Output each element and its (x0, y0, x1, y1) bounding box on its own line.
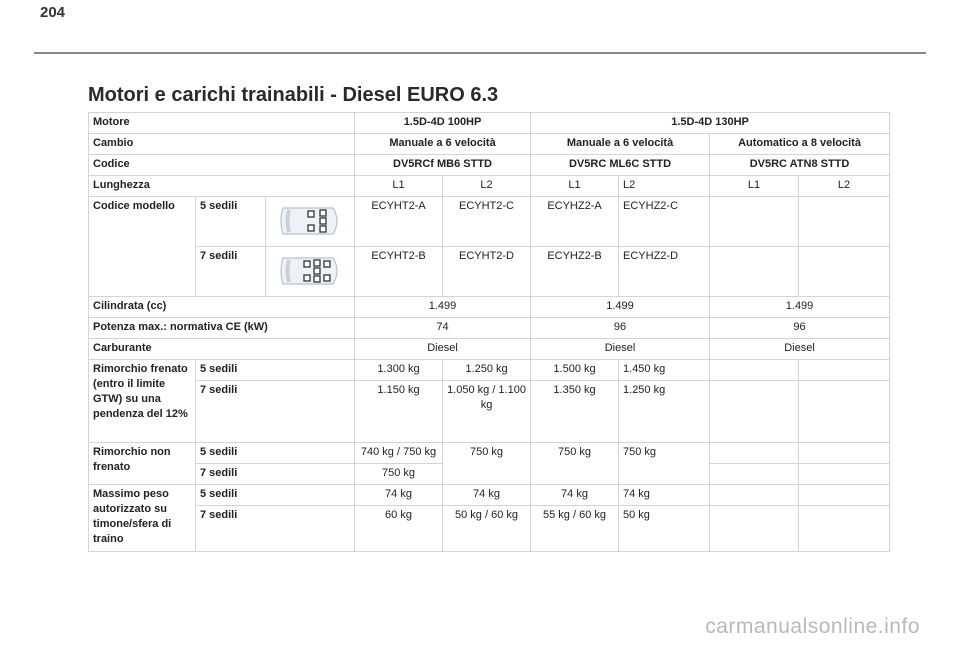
table-cell: 1.250 kg (619, 381, 710, 443)
spec-table (88, 112, 890, 552)
row-codice-modello-5 (89, 197, 890, 247)
table-cell (799, 443, 890, 464)
table-cell (799, 506, 890, 552)
page-number: 204 (40, 4, 66, 21)
car-5-seats-icon (275, 200, 345, 242)
seats-label: 5 sedili (196, 197, 266, 247)
table-cell: 50 kg (619, 506, 710, 552)
table-cell: 1.500 kg (531, 360, 619, 381)
table-cell: 1.250 kg (443, 360, 531, 381)
table-cell (710, 485, 799, 506)
table-cell (710, 381, 799, 443)
seats-label: 5 sedili (196, 485, 355, 506)
table-cell (710, 506, 799, 552)
table-cell: L1 (355, 176, 443, 197)
table-cell: 74 (355, 318, 531, 339)
engine-1: 1.5D-4D 100HP (355, 113, 531, 134)
table-cell: 1.050 kg / 1.100 kg (443, 381, 531, 443)
table-cell: Diesel (355, 339, 531, 360)
table-cell: 1.300 kg (355, 360, 443, 381)
row-label: Rimorchio non frenato (89, 443, 196, 485)
table-cell: Automatico a 8 velocità (710, 134, 890, 155)
row-label: Potenza max.: normativa CE (kW) (89, 318, 355, 339)
row-label: Cilindrata (cc) (89, 297, 355, 318)
row-rimorchio-frenato-5 (89, 360, 890, 381)
row-rimorchio-frenato-7 (89, 381, 890, 443)
row-motore (89, 113, 890, 134)
table-cell: Diesel (531, 339, 710, 360)
table-cell (710, 360, 799, 381)
table-cell: 740 kg / 750 kg (355, 443, 443, 464)
car-icon-cell (266, 247, 355, 297)
table-cell: L1 (710, 176, 799, 197)
seats-label: 7 sedili (196, 506, 355, 552)
row-label: Motore (89, 113, 355, 134)
row-label: Codice modello (89, 197, 196, 297)
table-cell: 50 kg / 60 kg (443, 506, 531, 552)
table-cell (710, 464, 799, 485)
table-cell: ECYHZ2-D (619, 247, 710, 297)
table-cell (799, 360, 890, 381)
table-cell (799, 381, 890, 443)
row-cambio (89, 134, 890, 155)
top-rule (34, 52, 926, 54)
table-cell: 1.499 (710, 297, 890, 318)
table-cell: ECYHT2-A (355, 197, 443, 247)
table-cell: 60 kg (355, 506, 443, 552)
table-cell: 96 (531, 318, 710, 339)
table-cell: 1.499 (355, 297, 531, 318)
table-cell: 96 (710, 318, 890, 339)
table-cell (799, 485, 890, 506)
table-cell: DV5RCf MB6 STTD (355, 155, 531, 176)
table-cell: 750 kg (355, 464, 443, 485)
car-7-seats-icon (275, 250, 345, 292)
table-cell: ECYHT2-B (355, 247, 443, 297)
engine-2: 1.5D-4D 130HP (531, 113, 890, 134)
row-massimo-peso-7 (89, 506, 890, 552)
seats-label: 5 sedili (196, 443, 355, 464)
table-cell: 750 kg (531, 443, 619, 485)
table-cell: Diesel (710, 339, 890, 360)
table-cell: L2 (443, 176, 531, 197)
row-codice (89, 155, 890, 176)
table-cell: 74 kg (619, 485, 710, 506)
row-massimo-peso-5 (89, 485, 890, 506)
table-cell: ECYHZ2-B (531, 247, 619, 297)
row-potenza (89, 318, 890, 339)
table-cell: 55 kg / 60 kg (531, 506, 619, 552)
table-cell: 750 kg (619, 443, 710, 485)
table-cell: DV5RC ATN8 STTD (710, 155, 890, 176)
table-cell: L2 (799, 176, 890, 197)
row-rimorchio-non-frenato-5 (89, 443, 890, 464)
row-label: Codice (89, 155, 355, 176)
row-carburante (89, 339, 890, 360)
table-cell: 1.150 kg (355, 381, 443, 443)
table-cell: 1.450 kg (619, 360, 710, 381)
watermark: carmanualsonline.info (705, 615, 920, 638)
table-cell (710, 247, 799, 297)
seats-label: 7 sedili (196, 381, 355, 443)
table-cell: 750 kg (443, 443, 531, 485)
table-cell (799, 464, 890, 485)
page-title: Motori e carichi trainabili - Diesel EURO 6.3 (88, 84, 499, 106)
car-icon-cell (266, 197, 355, 247)
seats-label: 7 sedili (196, 247, 266, 297)
row-label: Lunghezza (89, 176, 355, 197)
table-cell: ECYHZ2-C (619, 197, 710, 247)
row-label: Carburante (89, 339, 355, 360)
table-cell: DV5RC ML6C STTD (531, 155, 710, 176)
table-cell: ECYHT2-D (443, 247, 531, 297)
table-cell: Manuale a 6 velocità (531, 134, 710, 155)
seats-label: 7 sedili (196, 464, 355, 485)
row-codice-modello-7 (89, 247, 890, 297)
table-cell: 74 kg (531, 485, 619, 506)
table-cell: Manuale a 6 velocità (355, 134, 531, 155)
table-cell (799, 247, 890, 297)
table-cell (710, 197, 799, 247)
row-label: Massimo peso autorizzato su timone/sfera di traino (89, 485, 196, 552)
table-cell (799, 197, 890, 247)
table-cell: ECYHT2-C (443, 197, 531, 247)
table-cell: 1.350 kg (531, 381, 619, 443)
row-label: Rimorchio frenato (entro il limite GTW) su una pendenza del 12% (89, 360, 196, 443)
table-cell (710, 443, 799, 464)
table-cell: L1 (531, 176, 619, 197)
table-cell: 1.499 (531, 297, 710, 318)
table-cell: ECYHZ2-A (531, 197, 619, 247)
table-cell: 74 kg (355, 485, 443, 506)
row-label: Cambio (89, 134, 355, 155)
seats-label: 5 sedili (196, 360, 355, 381)
table-cell: L2 (619, 176, 710, 197)
row-lunghezza (89, 176, 890, 197)
table-cell: 74 kg (443, 485, 531, 506)
row-cilindrata (89, 297, 890, 318)
